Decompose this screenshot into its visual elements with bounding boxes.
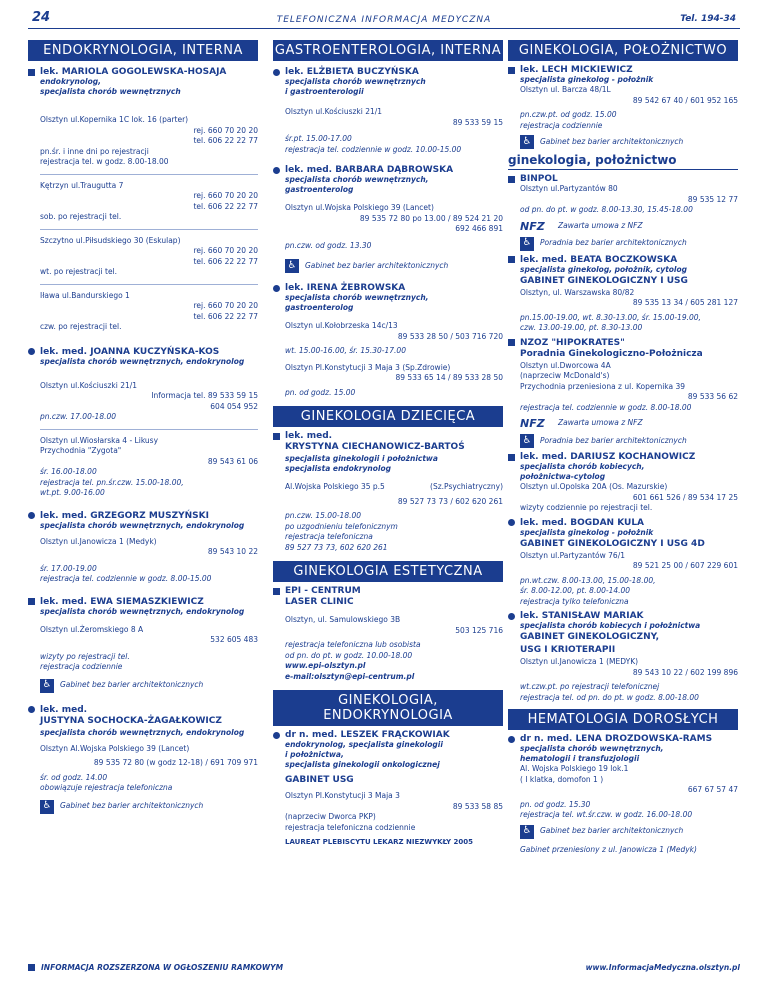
listing-name: lek. STANISŁAW MARIAK [520,611,644,621]
address: Iława ul.Bandurskiego 1 [40,290,130,300]
address: Olsztyn ul.Janowicza 1 (MEDYK) [520,657,639,666]
address: Al. Wojska Polskiego 19 lok.1 [520,764,629,773]
listing-name: lek. med. DARIUSZ KOCHANOWICZ [520,452,696,462]
accessibility-text: Gabinet bez barier architektonicznych [305,260,449,270]
hours: rejestracja codziennie [520,120,603,130]
wheelchair-icon: ♿ [285,259,299,273]
page-header [28,6,740,28]
listing-name: EPI - CENTRUM [285,586,361,596]
specialty: endokrynolog, specjalista ginekologii [285,740,443,749]
phone: 601 661 526 / 89 534 17 25 [632,492,738,502]
phone: 532 605 483 [210,635,258,644]
bullet-dot-icon [273,285,280,292]
specialty: specjalista chorób wewnętrznych, endokrynolog [40,520,245,530]
phone: tel. 606 22 22 77 [193,256,258,266]
listing-name: lek. MARIOLA GOGOLEWSKA-HOSAJA [40,67,227,77]
listing [273,67,503,155]
bullet-dot-icon [28,512,35,519]
hours: śr.pt. 15.00-17.00 [285,134,352,143]
phone: rej. 660 70 20 20 [193,191,258,200]
listing [28,597,258,693]
listing-name: lek. med. BEATA BOCZKOWSKA [520,254,678,265]
specialty: gastroenterolog [285,185,354,194]
hours: wizyty po rejestracji tel. [40,651,130,661]
bullet-square-icon [28,964,35,971]
specialty: specjalista chorób wewnętrznych [285,77,426,86]
accessibility-text: Poradnia bez barier architektonicznych [540,435,687,445]
phone: tel. 606 22 22 77 [193,311,258,321]
hours: 89 527 73 73, 602 620 261 [285,542,388,552]
listing-name: lek. med. [285,431,333,441]
accessibility-note [273,259,503,273]
listing [508,734,738,855]
hours: pn. od godz. 15.30 [520,799,591,809]
hours: śr. 8.00-12.00, pt. 8.00-14.00 [520,586,631,595]
specialty: gastroenterolog [285,303,354,312]
address-note: (naprzeciw Dworca PKP) [285,812,376,821]
hours: pn.wt.czw. 8.00-13.00, 15.00-18.00, [520,575,656,585]
phone: 692 466 891 [455,224,503,233]
clinic-name: GABINET GINEKOLOGICZNY I USG [520,275,688,286]
hours: po uzgodnieniu telefonicznym [285,521,398,531]
specialty: specjalista chorób wewnętrznych, [520,744,664,753]
wheelchair-icon: ♿ [520,135,534,149]
specialty: i gastroenterologii [285,87,364,96]
hours: pn.czw. 15.00-18.00 [285,511,362,520]
hours: obowiązuje rejestracja telefoniczna [40,783,173,792]
clinic-name: Poradnia Ginekologiczno-Położnicza [520,348,703,359]
specialty: specjalista chorób kobiecych i położnictwa [520,621,701,630]
address: Olsztyn ul.Kościuszki 21/1 [40,380,138,390]
email-link[interactable]: e-mail:olsztyn@epi-centrum.pl [285,671,415,681]
specialty: specjalista chorób wewnętrznych, [285,175,429,184]
phone: Informacja tel. 89 533 59 15 [151,391,258,400]
hours: wt. 15.00-16.00, śr. 15.30-17.00 [285,346,406,355]
address-note: ( I klatka, domofon 1 ) [520,774,604,784]
hours: rejestracja tel. pn.śr.czw. 15.00-18.00, [40,477,184,487]
phone: tel. 606 22 22 77 [193,201,258,211]
address: Olsztyn ul.Kościuszki 21/1 [285,107,383,116]
phone: 89 543 61 06 [207,456,258,466]
phone: rej. 660 70 20 20 [193,125,258,135]
phone: 89 543 10 22 [207,547,258,556]
clinic-name: GABINET GINEKOLOGICZNY I USG 4D [520,538,705,549]
hours: wizyty codziennie po rejestracji tel. [520,503,653,512]
address: Olsztyn ul.Wiosłarska 4 - Likusy [40,435,159,445]
phone: rej. 660 70 20 20 [193,301,258,310]
hours: rejestracja tel. codziennie w godz. 8.00-15.00 [40,574,212,583]
hours: pn. od godz. 15.00 [285,387,356,397]
address: Olsztyn, ul. Warszawska 80/82 [520,287,635,297]
address: Olsztyn ul.Janowicza 1 (Medyk) [40,536,157,546]
specialty: specjalista chorób wewnętrznych [40,87,181,96]
address: Olsztyn ul.Wojska Polskiego 39 (Lancet) [285,203,434,212]
header-rule [28,28,740,29]
section-header: ENDOKRYNOLOGIA, INTERNA [28,40,258,61]
phone: 89 533 59 15 [452,117,503,127]
column-gynecology [508,40,738,955]
address: Olsztyn ul.Partyzantów 76/1 [520,550,625,560]
column-endocrinology [28,40,258,955]
address: Kętrzyn ul.Traugutta 7 [40,180,124,190]
listing [273,165,503,273]
specialty: specjalista ginekologii i położnictwa [285,454,438,463]
hours: pn.czw. 17.00-18.00 [40,412,117,421]
address-note: (Sz.Psychiatryczny) [430,482,503,491]
listing [28,705,258,814]
specialty: specjalista chorób wewnętrznych, endokrynolog [40,727,245,737]
bullet-dot-icon [273,167,280,174]
listing-name: lek. med. BOGDAN KULA [520,517,645,528]
section-header: GINEKOLOGIA DZIECIĘCA [273,406,503,427]
listing-name: NZOZ "HIPOKRATES" [520,337,625,348]
bullet-dot-icon [273,69,280,76]
hours: rejestracja tel. w godz. 8.00-18.00 [40,157,169,166]
bullet-square-icon [273,588,280,595]
hours: rejestracja tel. wt.śr.czw. w godz. 16.00-18.00 [520,810,693,819]
specialty: specjalista ginekolog - położnik [520,527,654,537]
bullet-square-icon [28,598,35,605]
bullet-dot-icon [273,732,280,739]
bullet-square-icon [508,176,515,183]
specialty: endokrynolog, [40,77,101,86]
nfz-text: Zawarta umowa z NFZ [558,418,643,428]
phone: 89 543 10 22 / 602 199 896 [632,667,738,677]
phone: 89 527 73 73 / 602 620 261 [397,496,503,506]
listing [28,347,258,499]
bullet-dot-icon [508,519,515,526]
specialty: i położnictwa, [285,750,344,759]
bullet-square-icon [273,433,280,440]
specialty: specjalista chorób wewnętrznych, endokrynolog [40,356,245,366]
hours: rejestracja codziennie [40,662,123,671]
phone: 89 535 13 34 / 605 281 127 [632,298,738,307]
phone: 503 125 716 [455,625,503,635]
address-note: Przychodnia przeniesiona z ul. Kopernika 39 [520,381,686,391]
nfz-logo: NFZ [520,219,545,233]
hours: od pn. do pt. w godz. 8.00-13.30, 15.45-18.00 [520,205,693,214]
hours: rejestracja tylko telefoniczna [520,596,629,606]
phone: 89 542 67 40 / 601 952 165 [632,95,738,105]
hours: rejestracja tel. codziennie w godz. 10.00-15.00 [285,144,462,154]
section-header: GINEKOLOGIA ESTETYCZNA [273,561,503,582]
accessibility-text: Gabinet bez barier architektonicznych [540,136,684,146]
specialty: specjalista ginekolog - położnik [520,75,654,84]
hours: wt. po rejestracji tel. [40,267,118,276]
wheelchair-icon: ♿ [40,679,54,693]
listing-name: lek. med. [40,704,88,715]
section-header: GASTROENTEROLOGIA, INTERNA [273,40,503,61]
address: Szczytno ul.Piłsudskiego 30 (Eskulap) [40,235,181,245]
specialty: specjalista chorób kobiecych, [520,462,645,471]
section-header: HEMATOLOGIA DOROSŁYCH [508,709,738,730]
clinic-name: GABINET GINEKOLOGICZNY, [520,632,660,642]
bullet-square-icon [508,454,515,461]
phone: 667 67 57 47 [687,785,738,794]
listing-name: lek. med. EWA SIEMASZKIEWICZ [40,596,204,607]
listing [508,338,738,449]
hours: czw. 13.00-19.00, pt. 8.30-13.00 [520,323,643,332]
specialty: specjalista chorób wewnętrznych, endokrynolog [40,606,245,616]
section-header: GINEKOLOGIA, POŁOŻNICTWO [508,40,738,61]
wheelchair-icon: ♿ [40,800,54,814]
divider [40,284,258,285]
bullet-dot-icon [28,706,35,713]
page-footer [28,960,740,974]
footer-note: INFORMACJA ROZSZERZONA W OGŁOSZENIU RAMKOWYM [41,962,284,972]
listing-name: JUSTYNA SOCHOCKA-ŻAGAŁKOWICZ [40,715,222,726]
address: Olsztyn Pl.Konstytucji 3 Maja 3 [285,791,400,800]
accessibility-text: Gabinet bez barier architektonicznych [60,680,204,690]
listing-name: lek. med. BARBARA DĄBROWSKA [285,165,454,175]
address: Olsztyn ul.Kołobrzeska 14c/13 [285,321,398,330]
phone: rej. 660 70 20 20 [193,246,258,255]
specialty: specjalista ginekolog, położnik, cytolog [520,264,688,274]
divider [40,229,258,230]
website-link[interactable]: www.epi-olsztyn.pl [285,661,366,670]
divider [40,174,258,175]
listing [273,431,503,553]
listing [508,174,738,251]
address: Olsztyn ul.Partyzantów 80 [520,184,618,193]
listing-name: BINPOL [520,174,558,184]
listing [28,67,258,333]
specialty: specjalista endokrynolog [285,464,391,473]
accessibility-note [28,800,258,814]
hours: pn.czw.pt. od godz. 15.00 [520,110,617,119]
listing [508,452,738,514]
hours: pn.czw. od godz. 13.30 [285,240,372,250]
hours: rejestracja tel. codziennie w godz. 8.00-18.00 [520,402,692,412]
page-title: TELEFONICZNA INFORMACJA MEDYCZNA [276,15,492,25]
nfz-text: Zawarta umowa z NFZ [558,220,643,230]
wheelchair-icon: ♿ [520,237,534,251]
hours: śr. 17.00-19.00 [40,563,97,573]
listing [273,283,503,398]
address: Olsztyn Al.Wojska Polskiego 39 (Lancet) [40,743,190,753]
address: Olsztyn ul.Żeromskiego 8 A [40,624,144,634]
accessibility-note [508,434,738,448]
phone: 89 521 25 00 / 607 229 601 [632,561,738,570]
hours: rejestracja tel. od pn. do pt. w godz. 8.00-18.00 [520,692,699,702]
hours: pn.śr. i inne dni po rejestracji [40,146,149,156]
address: Al.Wojska Polskiego 35 p.5 [285,482,385,491]
phone: tel. 606 22 22 77 [193,136,258,145]
hours: wt.pt. 9.00-16.00 [40,488,105,497]
phone: 89 533 65 14 / 89 533 28 50 [395,373,503,382]
phone: 89 535 12 77 [687,194,738,204]
address: Olsztyn, ul. Samulowskiego 3B [285,615,401,624]
wheelchair-icon: ♿ [520,825,534,839]
subsection-header: ginekologia, położnictwo [508,153,738,170]
bullet-dot-icon [508,736,515,743]
clinic-name: USG I KRIOTERAPII [520,645,616,655]
phone: 89 533 28 50 / 503 716 720 [397,331,503,341]
listing-name: lek. IRENA ŻEBROWSKA [285,283,406,293]
section-header: GINEKOLOGIA, ENDOKRYNOLOGIA [273,690,503,726]
accessibility-note [508,825,738,839]
wheelchair-icon: ♿ [520,434,534,448]
listing-name: KRYSTYNA CIECHANOWICZ-BARTOŚ [285,442,465,452]
moved-note: Gabinet przeniesiony z ul. Janowicza 1 (Medyk) [520,844,697,854]
page-number: 24 [32,10,51,25]
hours: czw. po rejestracji tel. [40,322,122,331]
phone: 89 533 58 85 [452,801,503,811]
bullet-dot-icon [28,348,35,355]
hours: rejestracja telefoniczna lub osobista [285,640,421,649]
footer-website-link[interactable]: www.InformacjaMedyczna.olsztyn.pl [585,962,740,972]
bullet-square-icon [508,67,515,74]
hours: śr. 16.00-18.00 [40,467,97,476]
clinic-name: GABINET USG [285,775,354,785]
accessibility-note [508,237,738,251]
accessibility-note [508,135,738,149]
phone: 604 054 952 [210,401,258,411]
hours: pn.15.00-19.00, wt. 8.30-13.00, śr. 15.00-19.00, [520,312,701,322]
listing [273,730,503,848]
specialty: położnictwa-cytolog [520,472,606,481]
listing [508,255,738,334]
listing [508,65,738,149]
hours: sob. po rejestracji tel. [40,212,122,221]
listing-name: dr n. med. LESZEK FRĄCKOWIAK [285,730,450,740]
clinic-name: LASER CLINIC [285,597,354,607]
phone: 89 535 72 80 po 13.00 / 89 524 21 20 [359,213,503,223]
address-row [273,482,503,493]
address: Olsztyn ul.Kopernika 1C lok. 16 (parter) [40,115,189,124]
listing-name: lek. med. JOANNA KUCZYŃSKA-KOS [40,346,220,357]
address: Przychodnia "Zygota" [40,446,122,455]
hours: rejestracja telefoniczna codziennie [285,822,416,832]
listing-name: lek. ELŻBIETA BUCZYŃSKA [285,67,419,77]
listing-name: lek. med. GRZEGORZ MUSZYŃSKI [40,510,209,521]
phone: 89 533 56 62 [687,392,738,401]
specialty: hematologii i transfuzjologii [520,754,640,763]
hours: wt.czw.pt. po rejestracji telefonicznej [520,682,660,691]
listing [508,518,738,608]
address: Olsztyn Pl.Konstytucji 3 Maja 3 (Sp.Zdrowie) [285,362,451,372]
nfz-note [508,220,738,233]
listing [28,511,258,585]
address-note: (naprzeciw McDonald's) [520,371,610,380]
accessibility-text: Gabinet bez barier architektonicznych [540,826,684,836]
address: Olsztyn ul.Opolska 20A (Os. Mazurskie) [520,482,668,491]
address: Olsztyn ul.Dworcowa 4A [520,360,611,370]
header-phone: Tel. 194-34 [680,14,736,24]
specialty: specjalista ginekologii onkologicznej [285,760,440,769]
hours: rejestracja telefoniczna [285,532,373,541]
specialty: specjalista chorób wewnętrznych, [285,293,429,302]
bullet-square-icon [508,339,515,346]
listing-name: lek. LECH MICKIEWICZ [520,65,633,75]
award-note: LAUREAT PLEBISCYTU LEKARZ NIEZWYKŁY 2005 [285,838,473,846]
bullet-dot-icon [508,613,515,620]
column-gastro-gyn [273,40,503,955]
address: Olsztyn ul. Barcza 48/1L [520,85,611,94]
hours: śr. od godz. 14.00 [40,772,108,782]
accessibility-text: Poradnia bez barier architektonicznych [540,238,687,248]
nfz-logo: NFZ [520,417,545,430]
phone: 89 535 72 80 (w godz 12-18) / 691 709 971 [93,758,258,767]
accessibility-text: Gabinet bez barier architektonicznych [60,801,204,811]
divider [40,429,258,430]
hours: od pn. do pt. w godz. 10.00-18.00 [285,650,413,660]
listing [508,611,738,703]
listing-name: dr n. med. LENA DROZDOWSKA-RAMS [520,734,713,744]
nfz-note [508,417,738,430]
accessibility-note [28,679,258,693]
bullet-square-icon [508,256,515,263]
listing [273,586,503,682]
bullet-square-icon [28,69,35,76]
